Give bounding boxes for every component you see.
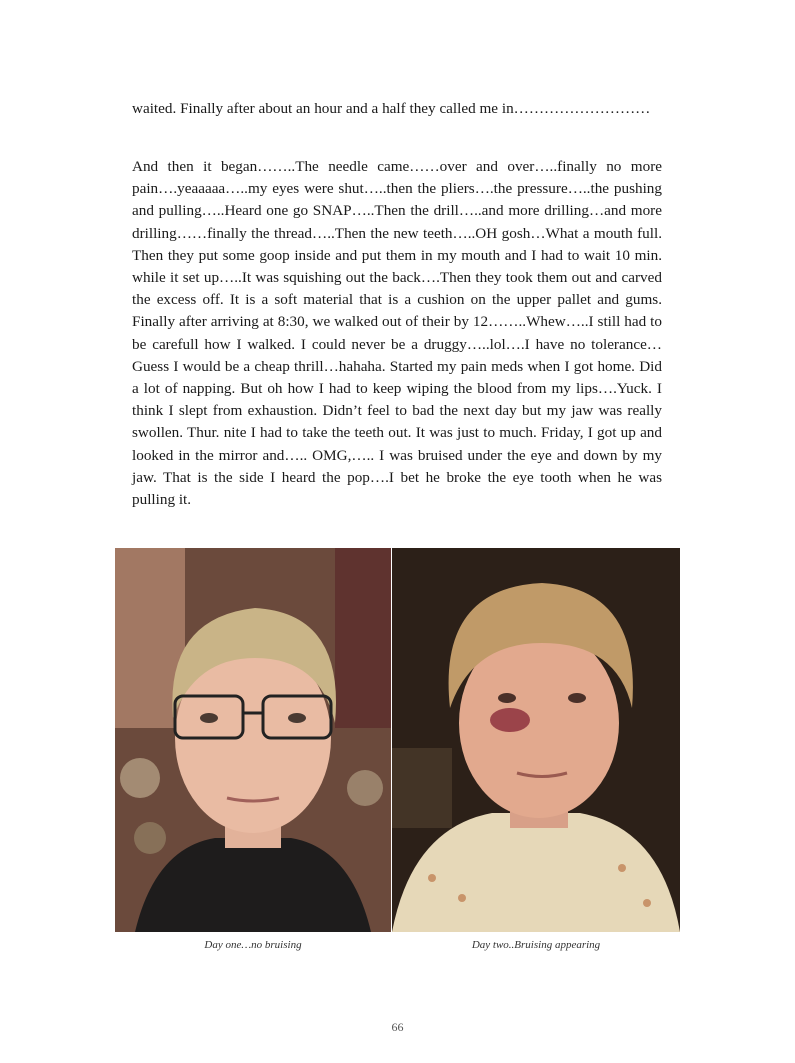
photo-day-one <box>115 548 391 932</box>
body-paragraph-2: And then it began……..The needle came……over and over…..finally no more pain….yeaaaaa…..my eyes were shut…..then the pliers….the pressure…..the pushing and pulling…..Heard one go SNAP…..Then the drill…..and more drilling…and more drilling……finally the thread…..Then the new teeth…..OH gosh…What a mouth full. Then they put some goop inside and put them in my mouth and I had to wait 10 min. while it set up…..It was squishing out the back….Then they took them out and carved the excess off. It is a soft material that is a cushion on the upper pallet and gums. Finally after arriving at 8:30, we walked out of their by 12……..Whew…..I still had to be carefull how I walked. I could never be a druggy…..lol….I have no tolerance…Guess I would be a cheap thrill…hahaha. Started my pain meds when I got home. Did a lot of napping. But oh how I had to keep wiping the blood from my lips….Yuck. I think I slept from exhaustion. Didn’t feel to bad the next day but my jaw was really swollen. Thur. nite I had to take the teeth out. It was just to much. Friday, I got up and looked in the mirror and….. OMG,….. I was bruised under the eye and down by my jaw. That is the side I heard the pop….I bet he broke the eye tooth when he was pulling it. <box>132 158 662 509</box>
photo-caption-day-two: Day two..Bruising appearing <box>471 939 601 951</box>
photo-day-two <box>392 548 680 932</box>
page-number: 66 <box>391 1020 404 1034</box>
portrait-illustration-right <box>392 548 680 932</box>
photo-caption-day-one: Day one…no bruising <box>204 939 302 951</box>
portrait-illustration-left <box>115 548 391 932</box>
body-paragraph-1: waited. Finally after about an hour and a half they called me in……………………… <box>132 100 651 117</box>
